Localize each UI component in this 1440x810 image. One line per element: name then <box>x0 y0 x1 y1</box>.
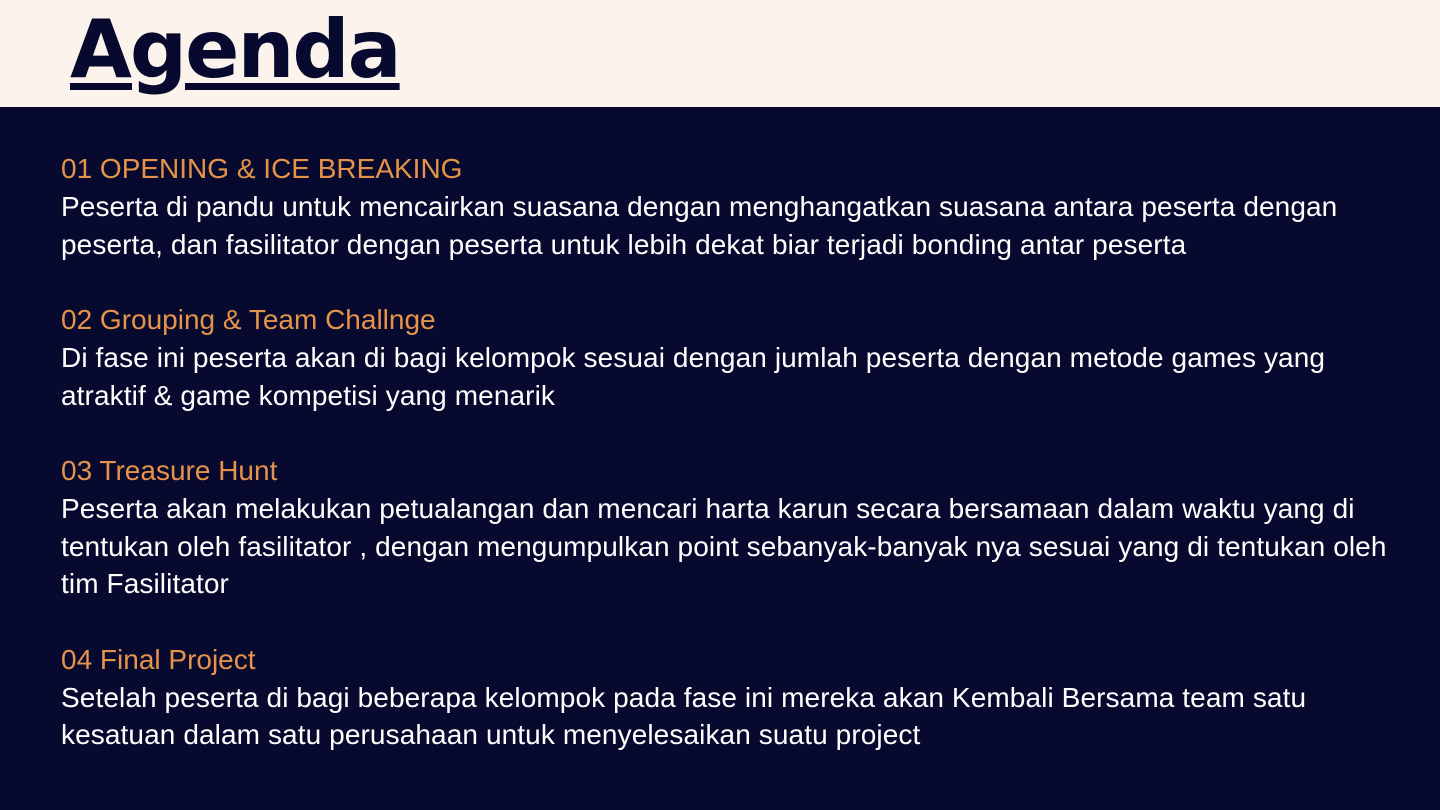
page-title: Agenda <box>70 3 400 96</box>
agenda-item-heading: 04 Final Project <box>61 643 256 675</box>
agenda-item-description: Peserta di pandu untuk mencairkan suasana dengan menghangatkan suasana antara peserta dengan peserta, dan fasilitator dengan peserta untuk lebih dekat biar terjadi bonding antar peserta <box>61 191 1338 260</box>
agenda-item-heading: 02 Grouping & Team Challnge <box>61 304 436 335</box>
agenda-item-heading: 01 OPENING & ICE BREAKING <box>61 153 463 184</box>
agenda-list <box>61 150 1406 792</box>
agenda-item-final-project <box>61 641 1406 754</box>
agenda-item-heading: 03 Treasure Hunt <box>61 455 278 486</box>
agenda-item-description: Di fase ini peserta akan di bagi kelompok sesuai dengan jumlah peserta dengan metode games yang atraktif & game kompetisi yang menarik <box>61 342 1326 411</box>
agenda-item-description: Setelah peserta di bagi beberapa kelompok pada fase ini mereka akan Kembali Bersama team satu kesatuan dalam satu perusahaan untuk menyelesaikan suatu project <box>61 681 1307 750</box>
header-band <box>0 0 1440 107</box>
agenda-item-treasure-hunt <box>61 452 1406 603</box>
agenda-item-description: Peserta akan melakukan petualangan dan mencari harta karun secara bersamaan dalam waktu yang di tentukan oleh fasilitator , dengan mengumpulkan point sebanyak-banyak nya sesuai yang di tentukan oleh tim Fasilitator <box>61 493 1387 599</box>
agenda-item-opening <box>61 150 1406 263</box>
agenda-item-grouping <box>61 301 1406 414</box>
